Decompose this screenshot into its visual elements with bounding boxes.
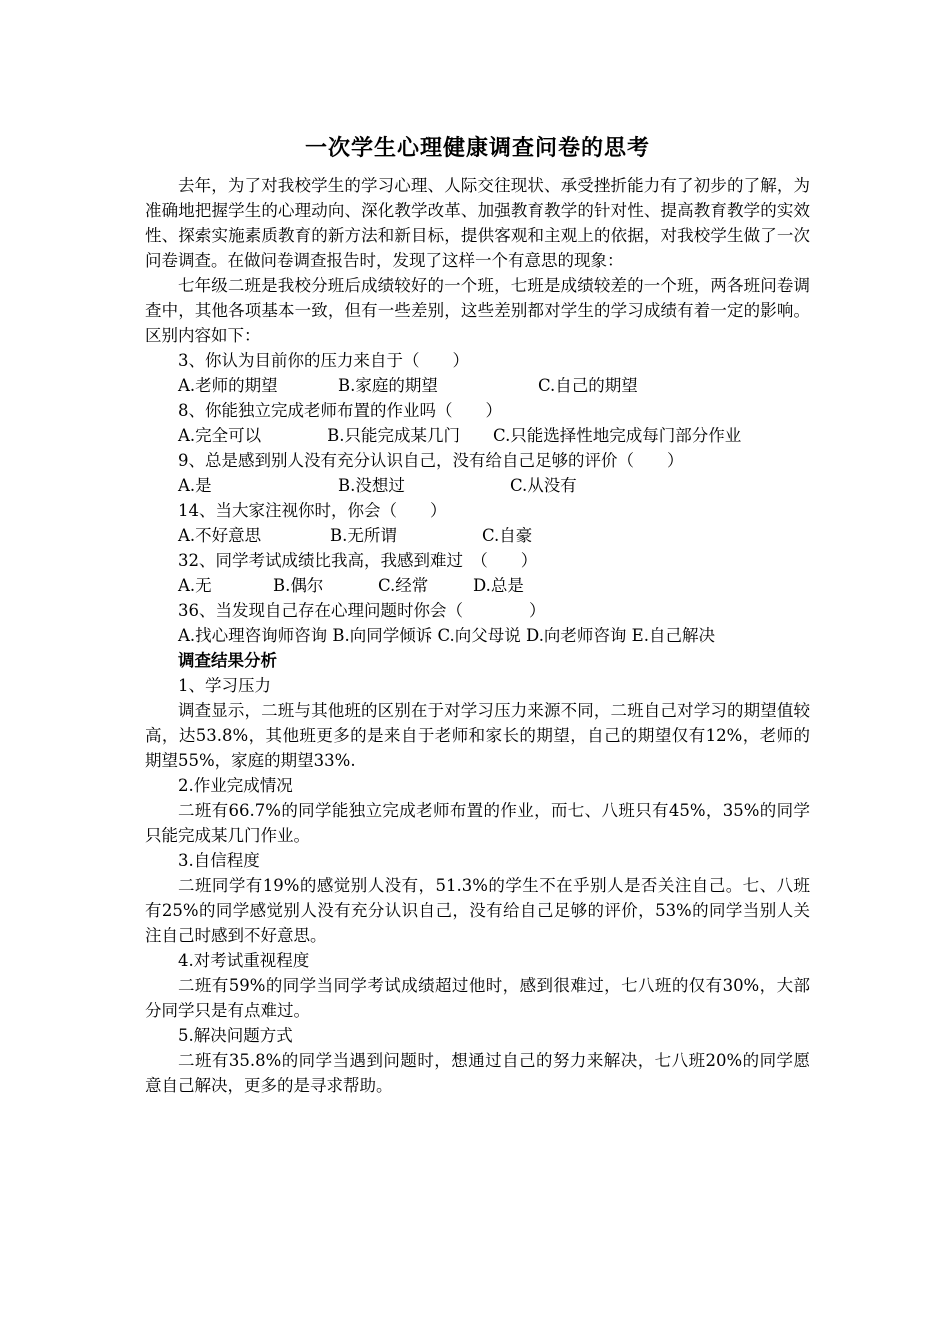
intro-paragraph: 去年，为了对我校学生的学习心理、人际交往现状、承受挫折能力有了初步的了解，为准确地把握学生的心理动向、深化教学改革、加强教育教学的针对性、提高教育教学的实效性、探索实施素质教育的新方法和新目标，提供客观和主观上的依据，对我校学生做了一次问卷调查。在做问卷调查报告时，发现了这样一个有意思的现象： (145, 176, 810, 270)
question: 8、你能独立完成老师布置的作业吗（ ） (178, 401, 502, 420)
option: A.无 (178, 576, 212, 595)
option: A.是 (178, 476, 212, 495)
section-title: 3.自信程度 (178, 851, 260, 870)
analysis-heading: 调查结果分析 (178, 651, 277, 670)
question: 32、同学考试成绩比我高，我感到难过 （ ） (178, 551, 538, 570)
section-body: 二班同学有19%的感觉别人没有，51.3%的学生不在乎别人是否关注自己。七、八班有25%的同学感觉别人没有充分认识自己，没有给自己足够的评价，53%的同学当别人关注自己时感到不好意思。 (145, 876, 810, 945)
question: 14、当大家注视你时，你会（ ） (178, 501, 447, 520)
document-title: 一次学生心理健康调查问卷的思考 (304, 136, 650, 161)
option: C.从没有 (510, 476, 577, 495)
section-title: 2.作业完成情况 (178, 776, 293, 795)
option: D.总是 (473, 576, 524, 595)
question-options (145, 573, 810, 598)
option: A.不好意思 (178, 526, 262, 545)
question: 9、总是感到别人没有充分认识自己，没有给自己足够的评价（ ） (178, 451, 684, 470)
section-title: 1、学习压力 (178, 676, 271, 695)
option: B.家庭的期望 (338, 376, 438, 395)
question-options: A.完全可以 B.只能完成某几门 C.只能选择性地完成每门部分作业 (178, 426, 742, 445)
question-options (145, 523, 810, 548)
question-options: A.找心理咨询师咨询 B.向同学倾诉 C.向父母说 D.向老师咨询 E.自己解决 (178, 626, 715, 645)
option: C.自豪 (482, 526, 533, 545)
question-options (145, 373, 810, 398)
intro-paragraph: 七年级二班是我校分班后成绩较好的一个班，七班是成绩较差的一个班，两各班问卷调查中，其他各项基本一致，但有一些差别，这些差别都对学生的学习成绩有着一定的影响。区别内容如下： (145, 276, 810, 345)
question: 3、你认为目前你的压力来自于（ ） (178, 351, 469, 370)
option: C.自己的期望 (538, 376, 638, 395)
section-body: 二班有59%的同学当同学考试成绩超过他时，感到很难过，七八班的仅有30%，大部分同学只是有点难过。 (145, 976, 810, 1020)
section-body: 二班有66.7%的同学能独立完成老师布置的作业，而七、八班只有45%，35%的同学只能完成某几门作业。 (145, 801, 810, 845)
option: B.没想过 (338, 476, 405, 495)
option: C.经常 (378, 576, 429, 595)
section-title: 4.对考试重视程度 (178, 951, 310, 970)
option: A.老师的期望 (178, 376, 278, 395)
option: B.偶尔 (273, 576, 324, 595)
option: B.无所谓 (330, 526, 397, 545)
question: 36、当发现自己存在心理问题时你会（ ） (178, 601, 546, 620)
question-options (145, 473, 810, 498)
section-body: 二班有35.8%的同学当遇到问题时，想通过自己的努力来解决，七八班20%的同学愿意自己解决，更多的是寻求帮助。 (145, 1051, 810, 1095)
section-title: 5.解决问题方式 (178, 1026, 293, 1045)
section-body: 调查显示，二班与其他班的区别在于对学习压力来源不同，二班自己对学习的期望值较高，达53.8%，其他班更多的是来自于老师和家长的期望，自己的期望仅有12%，老师的期望55%，家庭的期望33%. (145, 701, 810, 770)
